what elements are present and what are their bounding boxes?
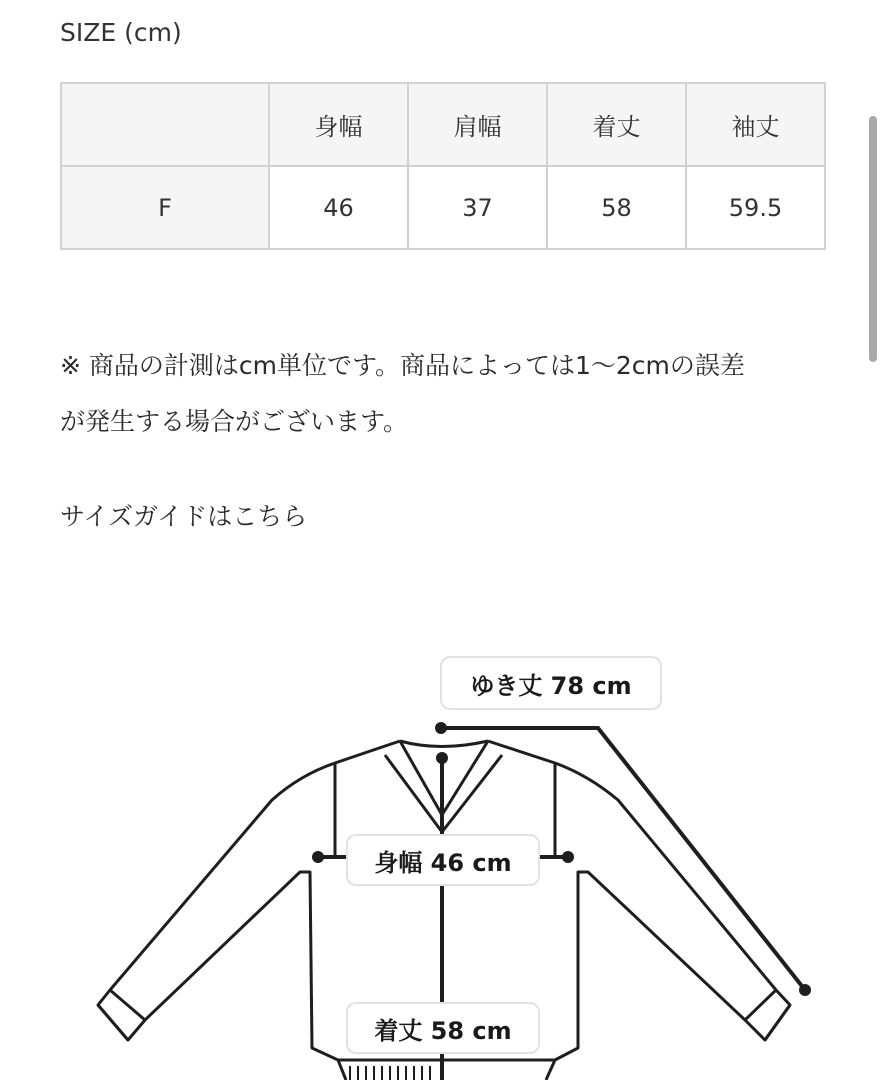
measure-point [312,851,324,863]
table-header-row [61,83,825,166]
table-header-cell: 身幅 [269,83,408,166]
sleeve-length-label: ゆき丈 78 cm [440,656,662,710]
table-header-cell: 着丈 [547,83,686,166]
table-cell: 58 [547,166,686,249]
size-table [60,82,826,250]
table-header-cell: 肩幅 [408,83,547,166]
table-header-cell: 袖丈 [686,83,825,166]
scrollbar[interactable] [869,116,877,362]
measurement-note [60,338,830,450]
body-width-label: 身幅 46 cm [346,834,540,886]
measure-point [436,752,448,764]
measure-point [799,984,811,996]
table-cell: 59.5 [686,166,825,249]
body-length-label: 着丈 58 cm [346,1002,540,1054]
size-guide-link[interactable]: サイズガイドはこちら [60,502,308,531]
size-title: SIZE (cm) [60,18,182,47]
table-header-cell [61,83,269,166]
measure-point [435,722,447,734]
table-size-cell: F [61,166,269,249]
table-row [61,166,825,249]
note-line: が発生する場合がございます。 [60,407,409,436]
note-line: ※ 商品の計測はcm単位です。商品によっては1〜2cmの誤差 [60,351,745,380]
measure-point [562,851,574,863]
table-cell: 37 [408,166,547,249]
table-cell: 46 [269,166,408,249]
hem-rib-ticks [350,1066,430,1080]
